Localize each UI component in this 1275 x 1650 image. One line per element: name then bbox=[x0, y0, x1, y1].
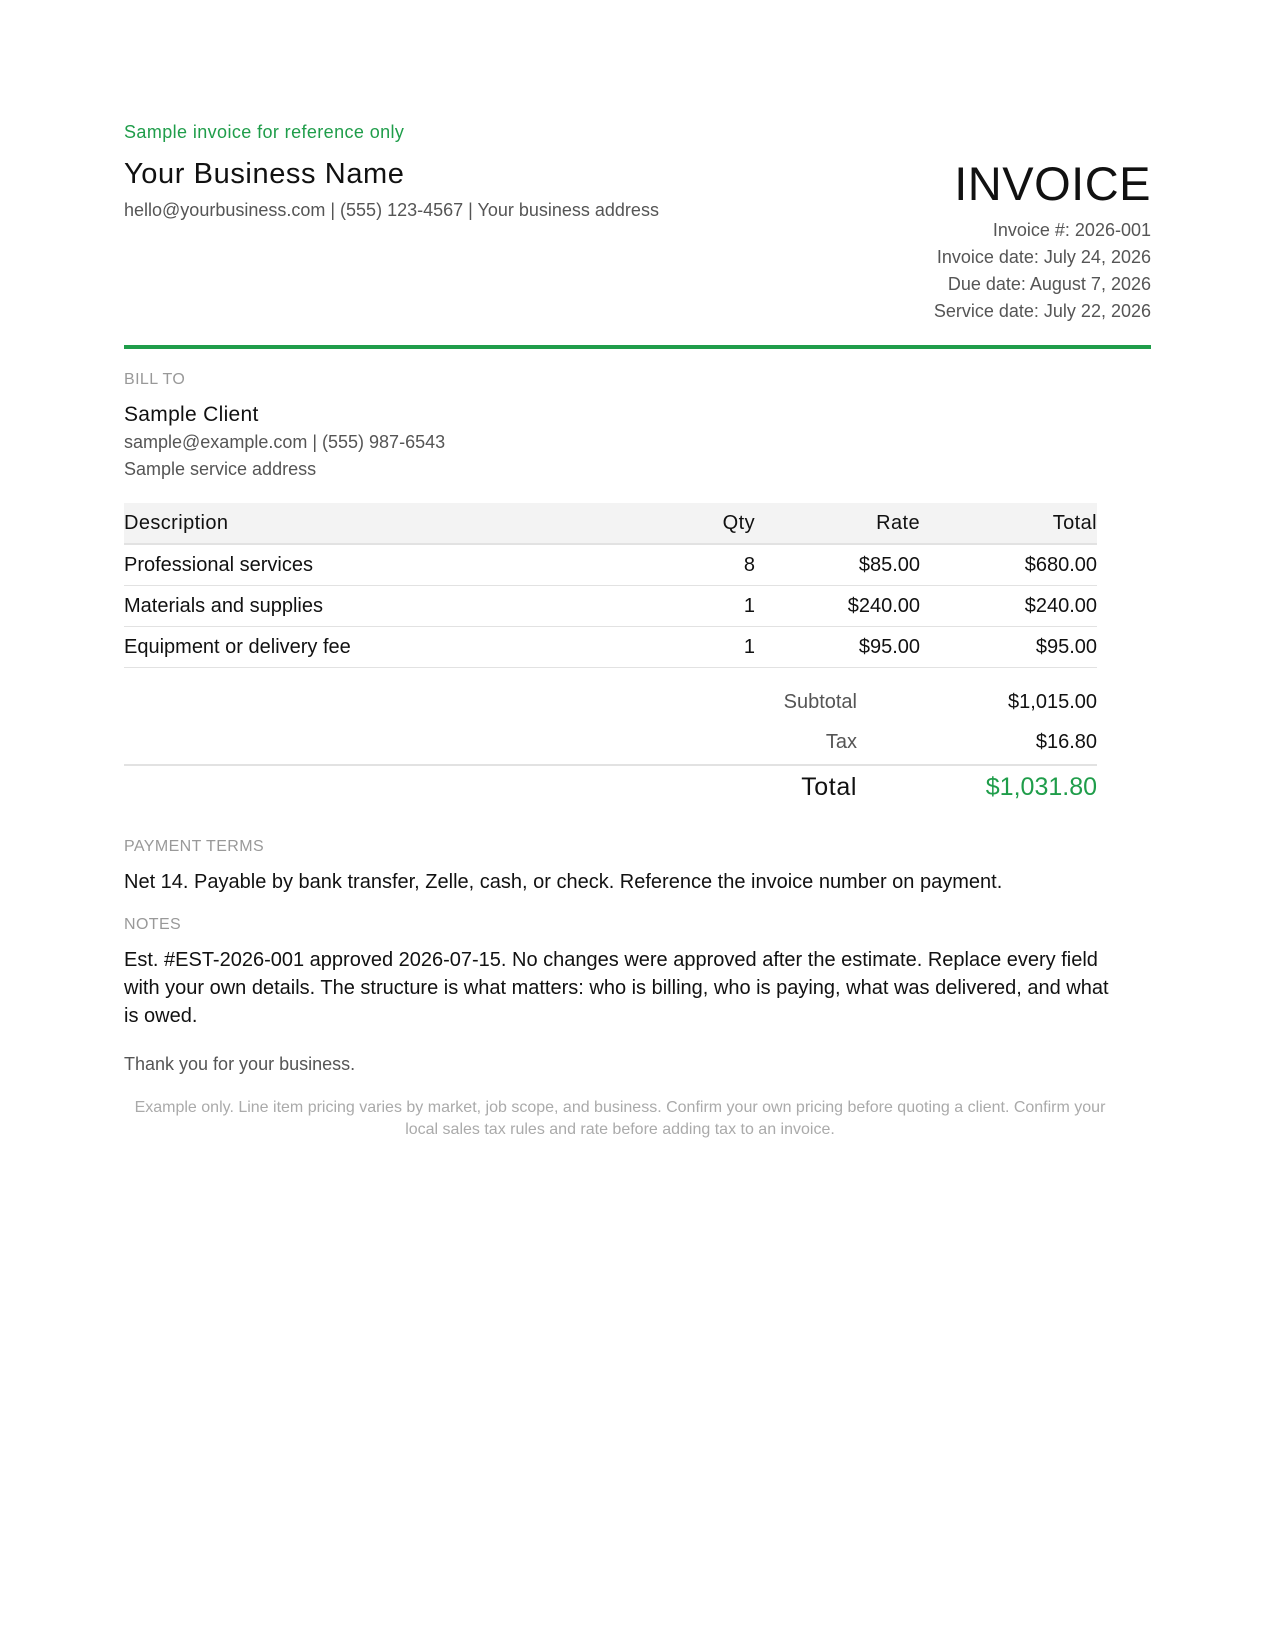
bill-to-label: BILL TO bbox=[124, 371, 186, 388]
tax-label: Tax bbox=[825, 730, 857, 753]
row-total: $680.00 bbox=[920, 544, 1097, 586]
grand-total-row bbox=[124, 766, 1097, 810]
invoice-meta bbox=[934, 159, 1151, 325]
invoice-number: Invoice #: 2026-001 bbox=[992, 220, 1151, 240]
tax-value: $16.80 bbox=[1035, 730, 1097, 753]
reference-note: Sample invoice for reference only bbox=[124, 122, 405, 142]
subtotal-row bbox=[124, 682, 1097, 722]
client-contact: sample@example.com | (555) 987-6543 bbox=[124, 432, 446, 452]
invoice-header bbox=[124, 157, 1151, 325]
payment-terms-text: Net 14. Payable by bank transfer, Zelle, cash, or check. Reference the invoice number on payment. bbox=[124, 870, 1003, 893]
invoice-title: INVOICE bbox=[954, 157, 1151, 210]
row-description: Materials and supplies bbox=[124, 586, 635, 627]
row-qty: 8 bbox=[635, 544, 755, 586]
row-rate: $240.00 bbox=[755, 586, 920, 627]
row-total: $95.00 bbox=[920, 627, 1097, 668]
grand-total-label: Total bbox=[801, 773, 857, 801]
table-row bbox=[124, 544, 1097, 586]
header-qty: Qty bbox=[635, 503, 755, 544]
row-qty: 1 bbox=[635, 627, 755, 668]
header-total: Total bbox=[920, 503, 1097, 544]
thank-you-message: Thank you for your business. bbox=[124, 1053, 356, 1074]
notes-section bbox=[124, 916, 1151, 1030]
business-contact: hello@yourbusiness.com | (555) 123-4567 | Your business address bbox=[124, 200, 659, 220]
payment-terms-label: PAYMENT TERMS bbox=[124, 837, 265, 855]
client-address: Sample service address bbox=[124, 459, 317, 479]
header-description: Description bbox=[124, 503, 635, 544]
row-description: Equipment or delivery fee bbox=[124, 627, 635, 668]
header-divider bbox=[124, 345, 1151, 349]
tax-row bbox=[124, 722, 1097, 762]
notes-label: NOTES bbox=[124, 915, 182, 933]
due-date: Due date: August 7, 2026 bbox=[947, 274, 1151, 294]
payment-terms-section bbox=[124, 838, 1151, 896]
totals-section bbox=[124, 682, 1168, 810]
table-row bbox=[124, 627, 1097, 668]
business-info bbox=[124, 157, 664, 224]
subtotal-value: $1,015.00 bbox=[1008, 690, 1097, 713]
invoice-date: Invoice date: July 24, 2026 bbox=[936, 247, 1151, 267]
row-qty: 1 bbox=[635, 586, 755, 627]
service-date: Service date: July 22, 2026 bbox=[933, 301, 1151, 321]
grand-total-value: $1,031.80 bbox=[985, 773, 1097, 801]
table-header-row bbox=[124, 503, 1097, 544]
business-name: Your Business Name bbox=[124, 158, 405, 190]
row-rate: $95.00 bbox=[755, 627, 920, 668]
header-rate: Rate bbox=[755, 503, 920, 544]
table-row bbox=[124, 586, 1097, 627]
subtotal-label: Subtotal bbox=[783, 690, 857, 713]
row-rate: $85.00 bbox=[755, 544, 920, 586]
notes-text: Est. #EST-2026-001 approved 2026-07-15. No changes were approved after the estimate. Replace every field with your own details. The structure is what matters: who is billing, who is paying, what was delivered, and what is owed. bbox=[124, 948, 1109, 1027]
row-total: $240.00 bbox=[920, 586, 1097, 627]
disclaimer: Example only. Line item pricing varies by market, job scope, and business. Confirm your own pricing before quoting a client. Confirm your local sales tax rules and rate before adding tax to an invoice. bbox=[134, 1098, 1106, 1138]
client-name: Sample Client bbox=[124, 403, 259, 426]
row-description: Professional services bbox=[124, 544, 635, 586]
bill-to-section bbox=[124, 371, 1151, 483]
line-items-table bbox=[124, 503, 1097, 668]
